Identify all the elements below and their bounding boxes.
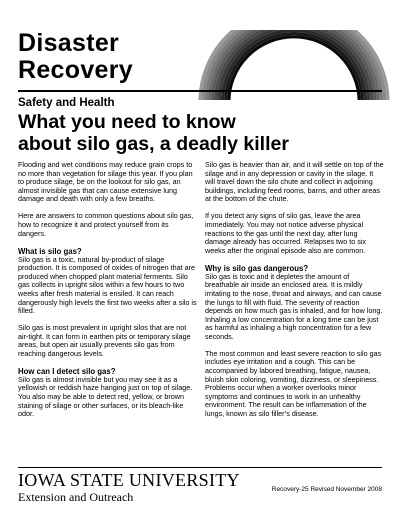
- answer-paragraph: Silo gas is most prevalent in upright silos that are not air-tight. It can form in earthen pits or temporary silage areas, but open air usually prevents silo gas from reaching dangerous levels.: [18, 323, 191, 358]
- body-paragraph: Silo gas is heavier than air, and it will settle on top of the silage and in any depression or cavity in the silage. It will travel down the silo chute and collect in adjoining buildings, including feed rooms, barns, and other areas at the bottom of the chute.: [205, 160, 384, 204]
- question-heading: What is silo gas?: [18, 246, 82, 256]
- footer-rule: [18, 467, 382, 468]
- header-rule: [18, 90, 382, 92]
- answer-paragraph: The most common and least severe reaction to silo gas includes eye irritation and a cough. This can be accompanied by labored breathing, fatigue, nausea, bluish skin coloring, vomiting, dizziness, or sleepiness. Problems occur when a worker overlooks minor symptoms and continues to work in an unhealthy environment. The result can be inflammation of the lungs, known as silo filler’s disease.: [205, 348, 382, 419]
- answer-paragraph: Silo gas is almost invisible but you may see it as a yellowish or reddish haze hanging just on top of silage. You also may be able to detect red, yellow, or brown staining of silage or other surfaces, or its bleach-like odor.: [18, 374, 193, 419]
- series-title-line2: Recovery: [18, 56, 133, 84]
- extension-unit: Extension and Outreach: [18, 490, 134, 504]
- intro-paragraph-2: Here are answers to common questions about silo gas, how to recognize it and protect yourself from its dangers.: [18, 211, 194, 238]
- right-column: [205, 161, 384, 427]
- answer-paragraph: Silo gas is a toxic, natural by-product of silage production. It is composed of oxides of nitrogen that are produced when chopped plant material ferments. Silo gas collects in upright silos within a few hours to two weeks after fresh material is ensiled. It can reach dangerously high levels the first two weeks after a silo is filled.: [18, 254, 197, 316]
- publication-info: Recovery-25 Revised November 2008: [271, 486, 382, 493]
- series-title-line1: Disaster: [18, 29, 120, 57]
- headline-line2: about silo gas, a deadly killer: [18, 133, 289, 155]
- body-paragraph: If you detect any signs of silo gas, leave the area immediately. You may not notice adverse physical reactions to the gas until the next day, after lung damage already has occurred. Relapses two to six weeks after the original episode also are common.: [205, 211, 367, 255]
- headline-line1: What you need to know: [18, 111, 236, 133]
- left-column: [18, 161, 197, 427]
- university-logo: [18, 470, 240, 504]
- question-heading: Why is silo gas dangerous?: [205, 263, 309, 273]
- answer-paragraph: Silo gas is toxic and it depletes the amount of breathable air inside an enclosed area. It is mildly irritating to the nose, throat and airways, and can cause the lungs to fill with fluid. The severity of reaction depends on how much gas is inhaled, and for how long. Inhaling a low concentration for a long time can be just as harmful as inhaling a high concentration for a few seconds.: [205, 271, 383, 341]
- university-name: IOWA STATE UNIVERSITY: [18, 470, 240, 490]
- headline: [18, 111, 388, 155]
- intro-paragraph: Flooding and wet conditions may reduce grain crops to no more than vegetation for silage this year. If you plan to produce silage, be on the lookout for silo gas, an almost invisible gas that can cause extensive lung damage and death with only a few breaths.: [18, 160, 193, 204]
- question-heading: How can I detect silo gas?: [18, 366, 116, 376]
- section-label: Safety and Health: [18, 97, 115, 109]
- series-title: [18, 30, 133, 84]
